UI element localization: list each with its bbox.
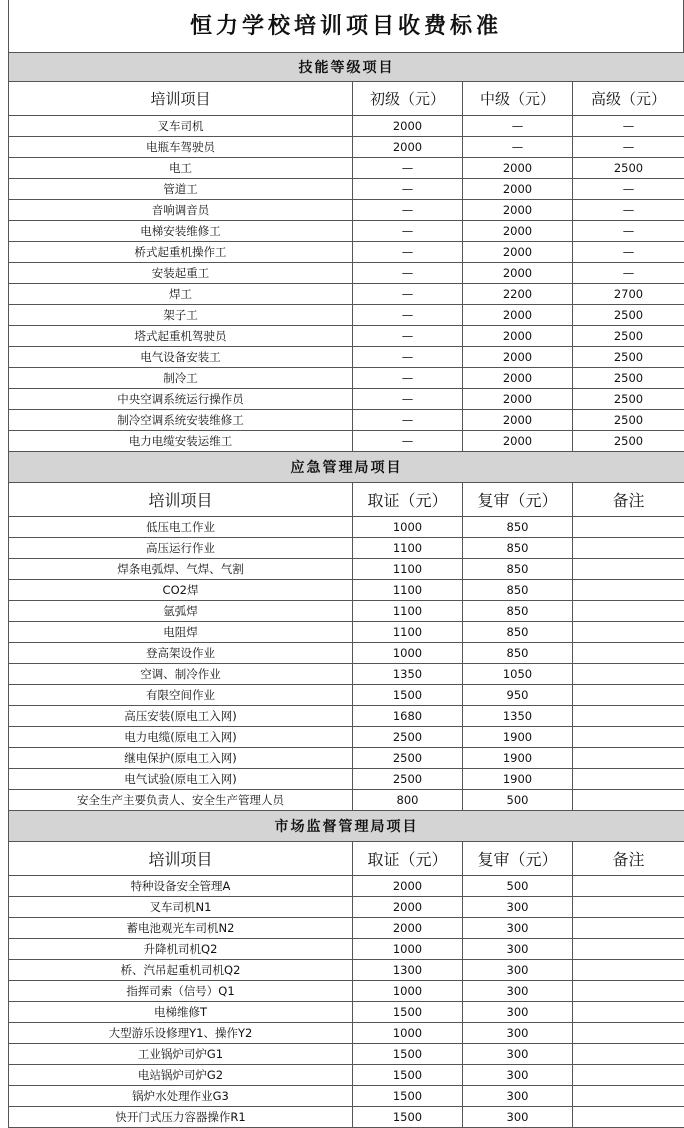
item-name-cell: 高压运行作业 [9,538,353,559]
fee-cell: 300 [463,1023,573,1044]
item-name-cell: 低压电工作业 [9,517,353,538]
fee-cell: 2500 [353,727,463,748]
fee-cell: — [353,347,463,368]
table-row [9,664,684,685]
fee-cell: 850 [463,538,573,559]
item-name-cell: 大型游乐设修理Y1、操作Y2 [9,1023,353,1044]
fee-cell [573,876,684,897]
item-name-cell: 电气设备安装工 [9,347,353,368]
table-row [9,748,684,769]
column-header-row [9,483,684,517]
table-row [9,981,684,1002]
item-name-cell: 电气试验(原电工入网) [9,769,353,790]
fee-cell: 2000 [353,876,463,897]
section-title: 技能等级项目 [9,53,684,82]
item-name-cell: 电瓶车驾驶员 [9,137,353,158]
column-header: 高级（元） [573,82,684,116]
fee-cell: 850 [463,622,573,643]
item-name-cell: 制冷空调系统安装维修工 [9,410,353,431]
item-name-cell: 塔式起重机驾驶员 [9,326,353,347]
fee-cell: 2000 [463,263,573,284]
column-header: 备注 [573,842,684,876]
fee-cell: — [573,221,684,242]
fee-cell: 2000 [463,242,573,263]
section-header [9,53,684,82]
item-name-cell: 焊工 [9,284,353,305]
page-title: 恒力学校培训项目收费标准 [8,0,684,52]
item-name-cell: 指挥司索（信号）Q1 [9,981,353,1002]
fee-cell: 1050 [463,664,573,685]
fee-cell: 2000 [463,221,573,242]
fee-cell: — [353,284,463,305]
table-row [9,939,684,960]
item-name-cell: 电梯安装维修工 [9,221,353,242]
table-row [9,305,684,326]
table-row [9,1086,684,1107]
table-row [9,179,684,200]
table-row [9,410,684,431]
item-name-cell: 有限空间作业 [9,685,353,706]
fee-cell [573,918,684,939]
table-row [9,326,684,347]
column-header-row [9,842,684,876]
table-row [9,200,684,221]
table-row [9,1107,684,1128]
fee-cell: 1350 [463,706,573,727]
item-name-cell: 继电保护(原电工入网) [9,748,353,769]
item-name-cell: 电工 [9,158,353,179]
table-row [9,1023,684,1044]
fee-cell: — [573,242,684,263]
fee-cell: — [353,158,463,179]
column-header: 培训项目 [9,842,353,876]
fee-cell: — [463,116,573,137]
fee-cell: — [353,179,463,200]
table-row [9,1044,684,1065]
fee-cell [573,727,684,748]
table-row [9,517,684,538]
table-row [9,284,684,305]
fee-cell: 300 [463,918,573,939]
fee-cell: 2000 [463,410,573,431]
fee-cell: 1500 [353,1107,463,1128]
table-row [9,769,684,790]
fee-cell: 2000 [353,918,463,939]
item-name-cell: 安全生产主要负责人、安全生产管理人员 [9,790,353,811]
item-name-cell: 升降机司机Q2 [9,939,353,960]
fee-cell: 2500 [573,326,684,347]
item-name-cell: 电梯维修T [9,1002,353,1023]
table-row [9,137,684,158]
table-row [9,221,684,242]
fee-cell: 300 [463,1065,573,1086]
fee-cell: 300 [463,1002,573,1023]
column-header: 复审（元） [463,483,573,517]
fee-cell: 300 [463,897,573,918]
fee-cell: 1000 [353,517,463,538]
fee-cell [573,960,684,981]
fee-cell: 1100 [353,622,463,643]
column-header: 培训项目 [9,82,353,116]
table-row [9,706,684,727]
fee-cell: 2200 [463,284,573,305]
item-name-cell: 蓄电池观光车司机N2 [9,918,353,939]
fee-cell [573,939,684,960]
fee-cell: 500 [463,790,573,811]
table-row [9,1065,684,1086]
fee-cell: 2000 [463,179,573,200]
fee-cell: 1680 [353,706,463,727]
section-title: 市场监督管理局项目 [9,811,684,842]
item-name-cell: 锅炉水处理作业G3 [9,1086,353,1107]
fee-cell [573,517,684,538]
item-name-cell: 架子工 [9,305,353,326]
fee-cell [573,769,684,790]
item-name-cell: 中央空调系统运行操作员 [9,389,353,410]
fee-cell: 950 [463,685,573,706]
table-row [9,242,684,263]
fee-cell [573,1023,684,1044]
fee-cell [573,580,684,601]
item-name-cell: 管道工 [9,179,353,200]
fee-cell: — [353,410,463,431]
table-row [9,368,684,389]
table-row [9,389,684,410]
fee-cell: 300 [463,960,573,981]
item-name-cell: 制冷工 [9,368,353,389]
fee-cell: 2500 [573,368,684,389]
table-row [9,601,684,622]
fee-cell: — [353,263,463,284]
fee-cell: 1900 [463,727,573,748]
fee-cell: 2000 [353,116,463,137]
fee-cell: 850 [463,601,573,622]
fee-cell [573,664,684,685]
fee-cell: 1500 [353,1044,463,1065]
table-row [9,1002,684,1023]
fee-cell: 300 [463,939,573,960]
fee-cell [573,748,684,769]
table-row [9,263,684,284]
column-header: 中级（元） [463,82,573,116]
fee-cell [573,601,684,622]
column-header: 备注 [573,483,684,517]
item-name-cell: 焊条电弧焊、气焊、气割 [9,559,353,580]
fee-cell: 2500 [573,305,684,326]
table-row [9,960,684,981]
item-name-cell: 安装起重工 [9,263,353,284]
table-row [9,559,684,580]
fee-cell: 1000 [353,1023,463,1044]
fee-cell: 1900 [463,769,573,790]
table-row [9,897,684,918]
fee-cell: — [573,116,684,137]
fee-cell [573,1002,684,1023]
fee-cell: — [353,221,463,242]
table-row [9,790,684,811]
fee-cell: 300 [463,1044,573,1065]
fee-cell: 2500 [573,431,684,452]
fee-cell: — [463,137,573,158]
fee-cell: 2000 [463,347,573,368]
fee-cell: 2000 [463,368,573,389]
table-row [9,727,684,748]
table-row [9,643,684,664]
fee-cell: 1900 [463,748,573,769]
fee-cell [573,981,684,1002]
fee-cell: 500 [463,876,573,897]
section-header [9,811,684,842]
fee-cell: 2000 [463,158,573,179]
fee-cell [573,1086,684,1107]
item-name-cell: 叉车司机 [9,116,353,137]
column-header: 复审（元） [463,842,573,876]
fee-cell: 850 [463,517,573,538]
fee-table-body [9,53,684,1128]
item-name-cell: 桥式起重机操作工 [9,242,353,263]
fee-cell: 300 [463,1107,573,1128]
item-name-cell: 电力电缆(原电工入网) [9,727,353,748]
fee-cell: 300 [463,981,573,1002]
fee-cell: 2500 [573,389,684,410]
fee-cell: 1300 [353,960,463,981]
fee-cell [573,897,684,918]
fee-cell: 2000 [463,200,573,221]
fee-cell [573,790,684,811]
fee-cell: 2500 [573,410,684,431]
fee-cell: 1350 [353,664,463,685]
fee-cell: 850 [463,580,573,601]
item-name-cell: 氩弧焊 [9,601,353,622]
item-name-cell: 桥、汽吊起重机司机Q2 [9,960,353,981]
fee-cell: 1100 [353,559,463,580]
fee-cell [573,559,684,580]
fee-cell: — [353,305,463,326]
fee-cell: — [353,242,463,263]
fee-cell [573,685,684,706]
fee-cell [573,1065,684,1086]
table-row [9,116,684,137]
item-name-cell: 电力电缆安装运维工 [9,431,353,452]
fee-cell: 2700 [573,284,684,305]
table-row [9,431,684,452]
fee-cell: 2000 [463,305,573,326]
fee-cell: 2000 [353,137,463,158]
item-name-cell: 电阻焊 [9,622,353,643]
fee-cell: — [573,137,684,158]
fee-cell [573,643,684,664]
fee-cell: — [353,368,463,389]
table-row [9,685,684,706]
fee-cell: 1500 [353,685,463,706]
fee-cell: 1100 [353,601,463,622]
fee-cell: 1500 [353,1065,463,1086]
item-name-cell: 特种设备安全管理A [9,876,353,897]
fee-cell: 2500 [573,158,684,179]
fee-cell: — [573,263,684,284]
fee-cell [573,1044,684,1065]
fee-cell: — [573,200,684,221]
fee-cell: 2500 [573,347,684,368]
fee-cell: — [353,431,463,452]
table-row [9,918,684,939]
fee-cell: 1000 [353,981,463,1002]
item-name-cell: 工业锅炉司炉G1 [9,1044,353,1065]
item-name-cell: 叉车司机N1 [9,897,353,918]
table-row [9,876,684,897]
item-name-cell: 音响调音员 [9,200,353,221]
item-name-cell: 快开门式压力容器操作R1 [9,1107,353,1128]
fee-cell [573,622,684,643]
fee-sheet [8,0,684,1128]
item-name-cell: 高压安装(原电工入网) [9,706,353,727]
fee-cell [573,538,684,559]
fee-cell: 1000 [353,643,463,664]
column-header: 取证（元） [353,842,463,876]
item-name-cell: 登高架设作业 [9,643,353,664]
fee-cell: 1000 [353,939,463,960]
fee-cell: — [353,200,463,221]
fee-cell: 1500 [353,1002,463,1023]
fee-cell: — [573,179,684,200]
table-row [9,622,684,643]
section-header [9,452,684,483]
fee-cell: 800 [353,790,463,811]
fee-cell: — [353,389,463,410]
item-name-cell: 空调、制冷作业 [9,664,353,685]
fee-cell: 1500 [353,1086,463,1107]
fee-cell: 1100 [353,580,463,601]
fee-cell: 850 [463,643,573,664]
column-header: 初级（元） [353,82,463,116]
section-title: 应急管理局项目 [9,452,684,483]
fee-table [8,52,684,1128]
table-row [9,347,684,368]
fee-cell: 2500 [353,748,463,769]
table-row [9,538,684,559]
fee-cell: 1100 [353,538,463,559]
column-header: 取证（元） [353,483,463,517]
fee-cell: 2000 [463,326,573,347]
column-header: 培训项目 [9,483,353,517]
table-row [9,158,684,179]
fee-cell [573,706,684,727]
fee-cell: 2000 [353,897,463,918]
column-header-row [9,82,684,116]
fee-cell: 300 [463,1086,573,1107]
fee-cell: 850 [463,559,573,580]
fee-cell [573,1107,684,1128]
fee-cell: 2000 [463,389,573,410]
fee-cell: 2000 [463,431,573,452]
table-row [9,580,684,601]
item-name-cell: CO2焊 [9,580,353,601]
item-name-cell: 电站锅炉司炉G2 [9,1065,353,1086]
fee-cell: 2500 [353,769,463,790]
fee-cell: — [353,326,463,347]
